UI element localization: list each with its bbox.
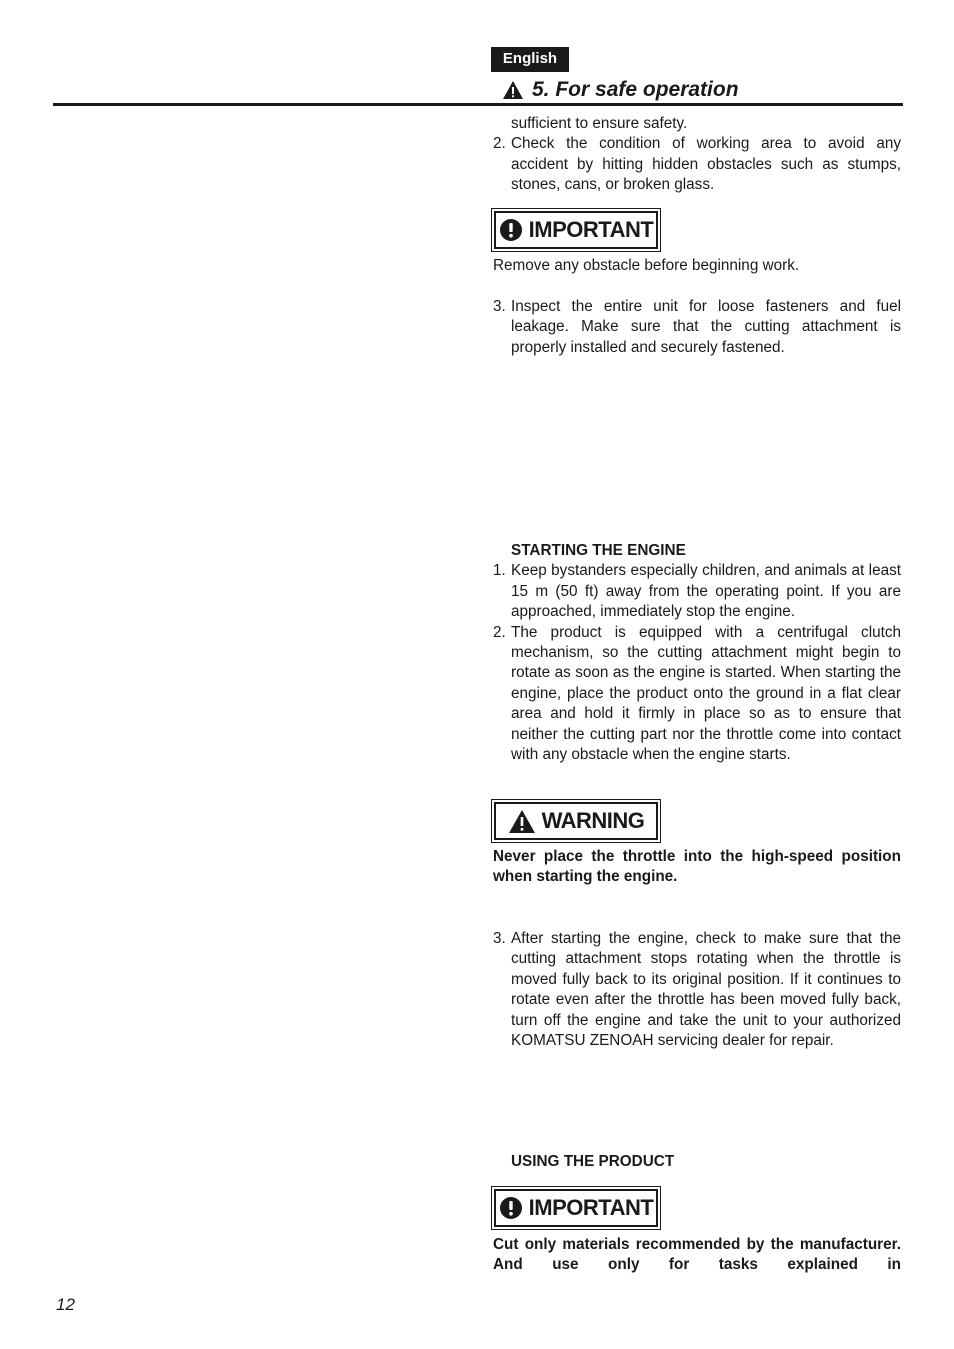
list-text: Keep bystanders especially children, and animals at least 15 m (50 ft) away from the operating point. If you are approached, immediately stop the engine. xyxy=(511,562,901,621)
list-number: 3. xyxy=(493,298,506,315)
important-label: IMPORTANT xyxy=(528,217,654,242)
list-item xyxy=(493,134,901,195)
important-label-box xyxy=(494,211,658,249)
continued-text: sufficient to ensure safety. xyxy=(511,115,688,132)
list-number: 2. xyxy=(493,135,506,153)
text-block-2 xyxy=(493,297,901,358)
section-heading: STARTING THE ENGINE xyxy=(511,542,686,559)
important-text-block xyxy=(493,1235,901,1276)
exclamation-circle-icon xyxy=(499,1196,523,1220)
warning-label-box xyxy=(494,802,658,840)
list-number: 2. xyxy=(493,623,506,641)
list-text: The product is equipped with a centrifugal clutch mechanism, so the cutting attachment might begin to rotate as soon as the engine is started. When starting the engine, place the product onto the ground in a flat clear area and hold it firmly in place so as to ensure that neither the cutting part nor the throttle come into contact with any obstacle when the engine starts. xyxy=(511,623,901,764)
warning-triangle-icon xyxy=(502,80,524,100)
header-rule xyxy=(53,103,903,106)
section-heading: USING THE PRODUCT xyxy=(511,1153,675,1170)
list-number: 3. xyxy=(493,930,506,947)
language-tab: English xyxy=(491,47,569,72)
starting-engine-section xyxy=(493,541,901,765)
list-item xyxy=(493,929,901,1051)
list-item xyxy=(493,297,901,358)
list-text: Inspect the entire unit for loose fasteners and fuel leakage. Make sure that the cutting attachment is properly installed and securely fastened. xyxy=(511,298,901,356)
page-number: 12 xyxy=(56,1295,75,1314)
important-text-block xyxy=(493,256,901,276)
important-label: IMPORTANT xyxy=(528,1195,654,1220)
important-label-box xyxy=(494,1189,658,1227)
text-block-1 xyxy=(493,114,901,196)
list-number: 1. xyxy=(493,562,506,580)
important-text: Cut only materials recommended by the manufacturer. And use only for tasks explained in xyxy=(493,1236,901,1274)
section-title xyxy=(502,76,739,104)
exclamation-circle-icon xyxy=(499,218,523,242)
list-item xyxy=(493,561,901,622)
important-text: Remove any obstacle before beginning work. xyxy=(493,257,800,274)
using-product-section xyxy=(493,1152,901,1172)
warning-triangle-icon xyxy=(508,809,536,834)
list-text: After starting the engine, check to make sure that the cutting attachment stops rotating when the throttle is moved fully back to its original position. If it continues to rotate even after the throttle has been moved fully back, turn off the engine and take the unit to your authorized KOMATSU ZENOAH servicing dealer for repair. xyxy=(511,930,901,1050)
list-text: Check the condition of working area to avoid any accident by hitting hidden obstacles such as stumps, stones, cans, or broken glass. xyxy=(511,135,901,194)
list-item xyxy=(493,623,901,766)
warning-label: WARNING xyxy=(541,808,645,833)
warning-text-block xyxy=(493,847,901,888)
warning-text: Never place the throttle into the high-speed position when starting the engine. xyxy=(493,848,901,886)
section-title-text: 5. For safe operation xyxy=(532,78,739,101)
text-block-3 xyxy=(493,929,901,1051)
